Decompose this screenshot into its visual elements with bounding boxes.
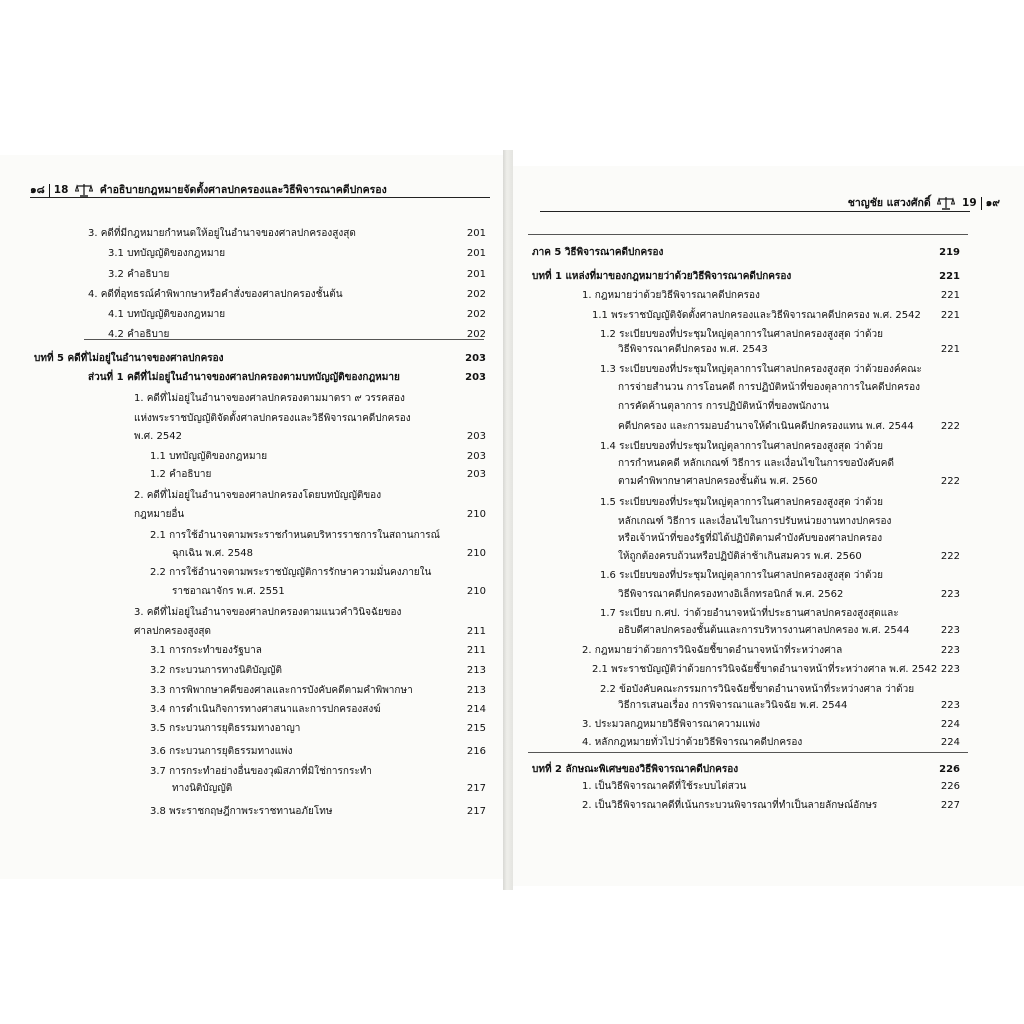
left-thai-page-number: ๑๘ xyxy=(30,184,45,196)
right-toc-entry-text: อธิบดีศาลปกครองชั้นต้นและการบริหารงานศาลปกครอง พ.ศ. 2544 xyxy=(618,625,910,636)
right-toc-entry-page: 224 xyxy=(940,737,960,748)
left-toc-entry-page: 203 xyxy=(465,353,486,364)
left-toc-entry-text: บทที่ 5 คดีที่ไม่อยู่ในอำนาจของศาลปกครอง xyxy=(34,353,224,364)
scales-of-justice-icon xyxy=(75,183,93,197)
right-toc-entry-page: 227 xyxy=(940,800,960,811)
right-toc-entry-text: 1.3 ระเบียบของที่ประชุมใหญ่ตุลาการในศาลปกครองสูงสุด ว่าด้วยองค์คณะ xyxy=(600,364,922,375)
left-toc-entry-text: 2.2 การใช้อำนาจตามพระราชบัญญัติการรักษาความมั่นคงภายใน xyxy=(150,567,432,578)
right-toc-entry-text: ตามคำพิพากษาศาลปกครองชั้นต้น พ.ศ. 2560 xyxy=(618,476,818,487)
left-toc-entry-page: 217 xyxy=(466,806,486,817)
right-toc-entry-text: วิธีพิจารณาคดีปกครอง พ.ศ. 2543 xyxy=(618,344,768,355)
left-toc-entry-text: 3.2 คำอธิบาย xyxy=(108,269,170,280)
right-header-author: ชาญชัย แสวงศักดิ์ xyxy=(847,197,931,209)
left-toc-entry-text: 4. คดีที่อุทธรณ์คำพิพากษาหรือคำสั่งของศาลปกครองชั้นต้น xyxy=(88,289,343,300)
left-toc-entry-page: 202 xyxy=(466,289,486,300)
left-toc-entry-text: 1. คดีที่ไม่อยู่ในอำนาจของศาลปกครองตามมาตรา ๙ วรรคสอง xyxy=(134,393,405,404)
left-header-rule xyxy=(30,197,490,198)
right-toc-entry-text: 1.4 ระเบียบของที่ประชุมใหญ่ตุลาการในศาลปกครองสูงสุด ว่าด้วย xyxy=(600,441,883,452)
right-toc-entry-text: 1.7 ระเบียบ ก.ศป. ว่าด้วยอำนาจหน้าที่ประธานศาลปกครองสูงสุดและ xyxy=(600,608,899,619)
left-page-number: 18 xyxy=(53,184,69,196)
left-toc-entry-text: 2.1 การใช้อำนาจตามพระราชกำหนดบริหารราชการในสถานการณ์ xyxy=(150,530,440,541)
right-toc-entry-text: วิธีการเสนอเรื่อง การพิจารณาและวินิจฉัย พ.ศ. 2544 xyxy=(618,700,848,711)
left-toc-entry-text: 3. คดีที่มีกฎหมายกำหนดให้อยู่ในอำนาจของศาลปกครองสูงสุด xyxy=(88,228,356,239)
right-toc-entry-text: คดีปกครอง และการมอบอำนาจให้ดำเนินคดีปกครองแทน พ.ศ. 2544 xyxy=(618,421,914,432)
right-toc-entry-text: 1.2 ระเบียบของที่ประชุมใหญ่ตุลาการในศาลปกครองสูงสุด ว่าด้วย xyxy=(600,329,883,340)
left-toc-entry-text: 3. คดีที่ไม่อยู่ในอำนาจของศาลปกครองตามแนวคำวินิจฉัยของ xyxy=(134,607,402,618)
left-toc-entry-page: 203 xyxy=(466,469,486,480)
left-toc-entry-page: 210 xyxy=(466,548,486,559)
right-toc-entry-text: การจ่ายสำนวน การโอนคดี การปฏิบัติหน้าที่ของตุลาการในคดีปกครอง xyxy=(618,382,921,393)
left-toc-entry-page: 201 xyxy=(466,248,486,259)
left-toc-entry-page: 203 xyxy=(465,372,486,383)
left-toc-entry-text: 3.2 กระบวนการทางนิติบัญญัติ xyxy=(150,665,283,676)
left-toc-entry-page: 216 xyxy=(466,746,486,757)
right-toc-entry-text: 1. กฎหมายว่าด้วยวิธีพิจารณาคดีปกครอง xyxy=(582,290,760,301)
left-toc-entry-page: 203 xyxy=(466,451,486,462)
right-toc-entry-text: 1.1 พระราชบัญญัติจัดตั้งศาลปกครองและวิธีพิจารณาคดีปกครอง พ.ศ. 2542 xyxy=(592,310,921,321)
left-toc-entry-text: 3.7 การกระทำอย่างอื่นของวุฒิสภาที่มิใช่การกระทำ xyxy=(150,766,372,777)
right-toc-entry-text: หรือเจ้าหน้าที่ของรัฐที่มิได้ปฏิบัติตามคำบังคับของศาลปกครอง xyxy=(618,533,883,544)
left-toc-entry-text: 4.1 บทบัญญัติของกฎหมาย xyxy=(108,309,226,320)
right-toc-entry-text: 2. เป็นวิธีพิจารณาคดีที่เน้นกระบวนพิจารณาที่ทำเป็นลายลักษณ์อักษร xyxy=(582,800,878,811)
left-toc-entry-text: 1.2 คำอธิบาย xyxy=(150,469,212,480)
left-toc-entry-text: พ.ศ. 2542 xyxy=(134,431,182,442)
left-toc-entry-page: 213 xyxy=(466,685,486,696)
left-toc-entry-page: 214 xyxy=(466,704,486,715)
left-toc-entry-text: กฎหมายอื่น xyxy=(134,509,185,520)
left-page-header xyxy=(30,181,387,198)
left-toc-entry-page: 203 xyxy=(466,431,486,442)
left-toc-entry-text: ราชอาณาจักร พ.ศ. 2551 xyxy=(172,586,285,597)
left-toc-entry-page: 211 xyxy=(466,645,486,656)
left-toc-entry-text: ส่วนที่ 1 คดีที่ไม่อยู่ในอำนาจของศาลปกครองตามบทบัญญัติของกฎหมาย xyxy=(88,372,400,383)
left-toc-entry-text: 1.1 บทบัญญัติของกฎหมาย xyxy=(150,451,268,462)
left-toc-entry-text: 3.6 กระบวนการยุติธรรมทางแพ่ง xyxy=(150,746,293,757)
right-toc-entry-page: 223 xyxy=(940,625,960,636)
right-toc-entry-text: 2.2 ข้อบังคับคณะกรรมการวินิจฉัยชี้ขาดอำนาจหน้าที่ระหว่างศาล ว่าด้วย xyxy=(600,684,915,695)
right-toc-entry-page: 224 xyxy=(940,719,960,730)
left-toc-entry-text: 3.3 การพิพากษาคดีของศาลและการบังคับคดีตามคำพิพากษา xyxy=(150,685,413,696)
right-toc-entry-text: 2. กฎหมายว่าด้วยการวินิจฉัยชี้ขาดอำนาจหน้าที่ระหว่างศาล xyxy=(582,645,843,656)
right-toc-entry-text: หลักเกณฑ์ วิธีการ และเงื่อนไขในการปรับหน่วยงานทางปกครอง xyxy=(618,516,892,527)
left-toc-entry-text: 3.1 การกระทำของรัฐบาล xyxy=(150,645,262,656)
left-toc-entry-text: 3.4 การดำเนินกิจการทางศาสนาและการปกครองสงฆ์ xyxy=(150,704,381,715)
left-toc-entry-text: ศาลปกครองสูงสุด xyxy=(134,626,212,637)
left-toc-entry-text: 4.2 คำอธิบาย xyxy=(108,329,170,340)
left-toc-entry-page: 210 xyxy=(466,586,486,597)
right-toc-entry-page: 221 xyxy=(940,290,960,301)
right-toc-entry-text: บทที่ 1 แหล่งที่มาของกฎหมายว่าด้วยวิธีพิจารณาคดีปกครอง xyxy=(532,271,792,282)
right-part-divider xyxy=(528,234,968,235)
left-toc-entry-text: ทางนิติบัญญัติ xyxy=(172,783,233,794)
book-gutter xyxy=(503,150,513,890)
right-toc-entry-text: บทที่ 2 ลักษณะพิเศษของวิธีพิจารณาคดีปกครอง xyxy=(532,764,739,775)
right-toc-entry-text: การกำหนดคดี หลักเกณฑ์ วิธีการ และเงื่อนไขในการขอบังคับคดี xyxy=(618,458,894,469)
left-toc-entry-page: 213 xyxy=(466,665,486,676)
right-toc-entry-text: วิธีพิจารณาคดีปกครองทางอิเล็กทรอนิกส์ พ.ศ. 2562 xyxy=(618,589,844,600)
right-toc-entry-page: 219 xyxy=(939,247,960,258)
right-chapter-divider xyxy=(528,752,968,753)
left-toc-entry-page: 202 xyxy=(466,309,486,320)
right-toc-entry-text: 1.5 ระเบียบของที่ประชุมใหญ่ตุลาการในศาลปกครองสูงสุด ว่าด้วย xyxy=(600,497,883,508)
right-thai-page-number: ๑๙ xyxy=(985,197,1000,209)
right-toc-entry-text: 1.6 ระเบียบของที่ประชุมใหญ่ตุลาการในศาลปกครองสูงสุด ว่าด้วย xyxy=(600,570,883,581)
left-toc-entry-page: 211 xyxy=(466,626,486,637)
left-toc-entry-page: 201 xyxy=(466,228,486,239)
right-toc-entry-page: 221 xyxy=(940,344,960,355)
right-toc-entry-text: การคัดค้านตุลาการ การปฏิบัติหน้าที่ของพนักงาน xyxy=(618,401,829,412)
right-toc-entry-text: ภาค 5 วิธีพิจารณาคดีปกครอง xyxy=(532,247,664,258)
left-toc-entry-page: 215 xyxy=(466,723,486,734)
right-toc-entry-text: 4. หลักกฎหมายทั่วไปว่าด้วยวิธีพิจารณาคดีปกครอง xyxy=(582,737,803,748)
right-page-header xyxy=(848,194,1000,211)
left-toc-entry-page: 210 xyxy=(466,509,486,520)
right-header-rule xyxy=(540,211,970,212)
right-toc-entry-text: 1. เป็นวิธีพิจารณาคดีที่ใช้ระบบไต่สวน xyxy=(582,781,747,792)
right-toc-entry-text: 3. ประมวลกฎหมายวิธีพิจารณาความแพ่ง xyxy=(582,719,761,730)
right-toc-entry-page: 226 xyxy=(939,764,960,775)
left-header-title: คำอธิบายกฎหมายจัดตั้งศาลปกครองและวิธีพิจารณาคดีปกครอง xyxy=(99,184,387,196)
right-toc-entry-page: 222 xyxy=(940,551,960,562)
right-toc-entry-text: 2.1 พระราชบัญญัติว่าด้วยการวินิจฉัยชี้ขาดอำนาจหน้าที่ระหว่างศาล พ.ศ. 2542 xyxy=(592,664,938,675)
right-toc-entry-page: 222 xyxy=(940,421,960,432)
left-toc-entry-text: 2. คดีที่ไม่อยู่ในอำนาจของศาลปกครองโดยบทบัญญัติของ xyxy=(134,490,382,501)
left-toc-entry-text: 3.5 กระบวนการยุติธรรมทางอาญา xyxy=(150,723,301,734)
right-toc-entry-text: ให้ถูกต้องครบถ้วนหรือปฏิบัติล่าช้าเกินสมควร พ.ศ. 2560 xyxy=(618,551,862,562)
right-toc-entry-page: 223 xyxy=(940,664,960,675)
left-toc-entry-text: 3.8 พระราชกฤษฎีกาพระราชทานอภัยโทษ xyxy=(150,806,333,817)
left-toc-entry-text: แห่งพระราชบัญญัติจัดตั้งศาลปกครองและวิธีพิจารณาคดีปกครอง xyxy=(134,413,411,424)
left-toc-entry-page: 217 xyxy=(466,783,486,794)
right-toc-entry-page: 222 xyxy=(940,476,960,487)
right-toc-entry-page: 223 xyxy=(940,645,960,656)
left-toc-entry-text: 3.1 บทบัญญัติของกฎหมาย xyxy=(108,248,226,259)
right-toc-entry-page: 226 xyxy=(940,781,960,792)
scales-of-justice-icon xyxy=(937,196,955,210)
right-toc-entry-page: 221 xyxy=(940,310,960,321)
right-toc-entry-page: 223 xyxy=(940,700,960,711)
right-toc-entry-page: 221 xyxy=(939,271,960,282)
right-toc-entry-page: 223 xyxy=(940,589,960,600)
left-toc-entry-page: 201 xyxy=(466,269,486,280)
right-page-number: 19 xyxy=(962,197,977,209)
left-toc-entry-page: 202 xyxy=(466,329,486,340)
left-toc-entry-text: ฉุกเฉิน พ.ศ. 2548 xyxy=(172,548,254,559)
